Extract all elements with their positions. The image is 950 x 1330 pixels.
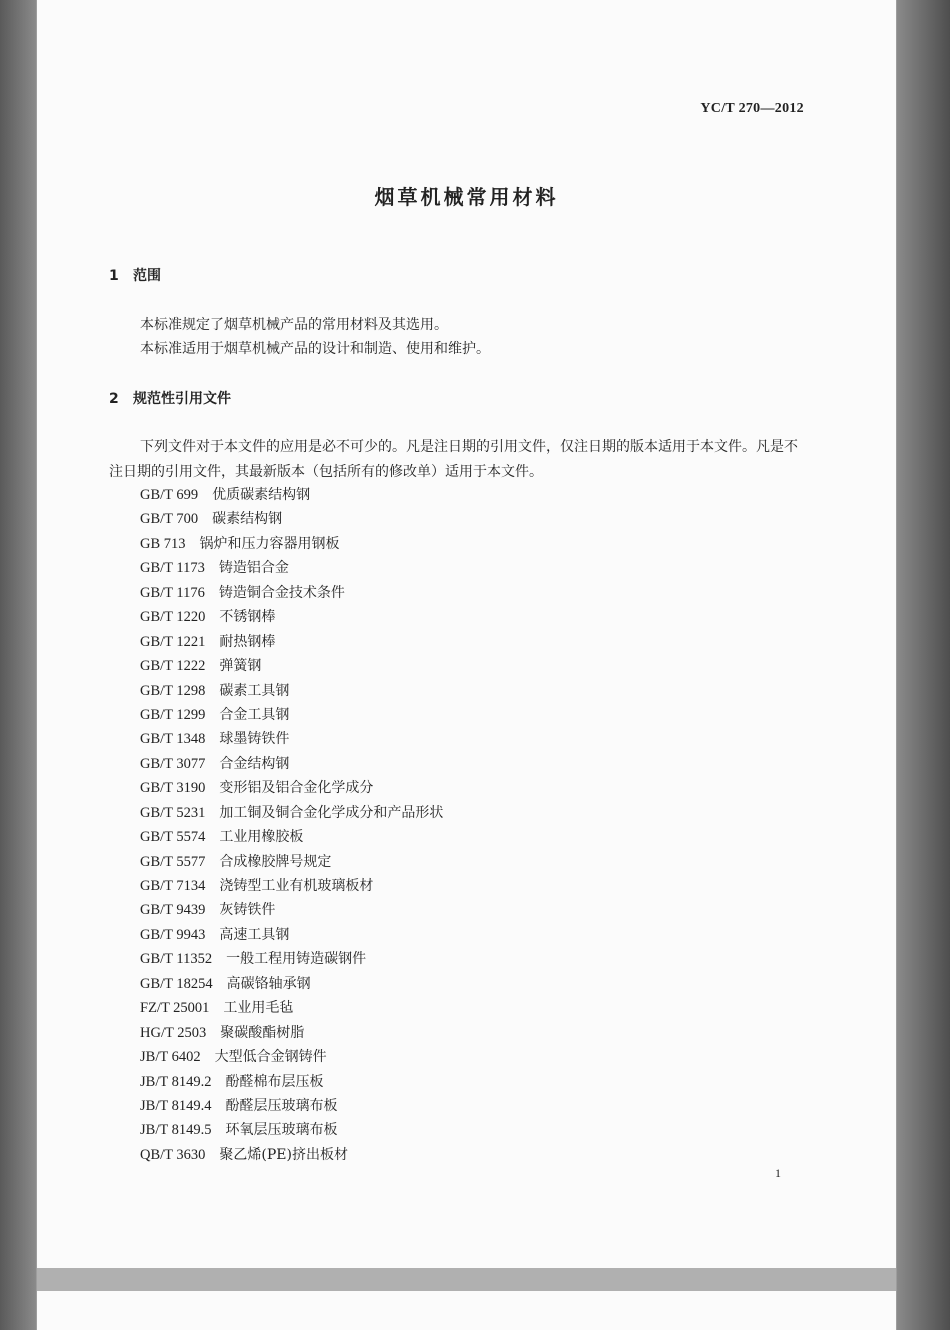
- reference-item: [140, 1021, 443, 1045]
- reference-item: [140, 752, 443, 776]
- section-2-title: 规范性引用文件: [133, 391, 231, 407]
- next-page-top: [37, 1291, 896, 1330]
- reference-item: [140, 850, 443, 874]
- reference-title: 合成橡胶牌号规定: [219, 853, 332, 870]
- reference-code: GB 713: [140, 535, 186, 552]
- reference-code: GB/T 9943: [140, 926, 206, 943]
- reference-code: GB/T 1348: [140, 731, 206, 748]
- reference-item: [140, 947, 443, 971]
- reference-title: 铸造铝合金: [218, 560, 289, 577]
- reference-code: GB/T 11352: [140, 951, 213, 968]
- reference-item: [140, 923, 443, 947]
- reference-item: [140, 825, 443, 849]
- reference-title: 耐热钢棒: [219, 633, 276, 650]
- reference-item: [140, 1143, 443, 1167]
- reference-title: 碳素工具钢: [219, 682, 290, 699]
- reference-code: GB/T 5574: [140, 829, 206, 846]
- reference-code: GB/T 1299: [140, 706, 206, 723]
- reference-title: 锅炉和压力容器用钢板: [199, 535, 340, 552]
- reference-item: [140, 679, 443, 703]
- reference-title: 工业用橡胶板: [219, 829, 304, 846]
- reference-code: GB/T 18254: [140, 975, 213, 992]
- reference-code: GB/T 700: [140, 511, 199, 528]
- reference-title: 铸造铜合金技术条件: [218, 584, 345, 601]
- reference-code: JB/T 8149.4: [140, 1097, 212, 1114]
- reference-code: HG/T 2503: [140, 1024, 207, 1041]
- section-2-number: 2: [109, 391, 119, 407]
- reference-title: 聚碳酸酯树脂: [220, 1024, 305, 1041]
- reference-title: 优质碳素结构钢: [212, 487, 311, 503]
- reference-code: GB/T 5231: [140, 804, 206, 821]
- section-1-number: 1: [109, 268, 119, 284]
- section-1-paragraph-1: 本标准规定了烟草机械产品的常用材料及其选用。: [140, 317, 448, 333]
- standard-code: YC/T 270—2012: [700, 101, 804, 116]
- page-number: 1: [775, 1166, 781, 1180]
- reference-code: GB/T 3190: [140, 780, 206, 797]
- reference-code: QB/T 3630: [140, 1146, 206, 1163]
- reference-item: [140, 972, 443, 996]
- reference-item: [140, 483, 443, 507]
- reference-item: [140, 898, 443, 922]
- section-1-title: 范围: [133, 268, 161, 284]
- reference-code: GB/T 1173: [140, 560, 205, 577]
- reference-title: 合金工具钢: [219, 706, 290, 723]
- reference-item: [140, 654, 443, 678]
- reference-item: [140, 727, 443, 751]
- reference-title: 工业用毛毡: [223, 1000, 294, 1017]
- reference-title: 球墨铸铁件: [219, 731, 290, 748]
- reference-code: FZ/T 25001: [140, 1000, 210, 1017]
- reference-code: GB/T 1298: [140, 682, 206, 699]
- reference-item: [140, 1118, 443, 1142]
- reference-title: 聚乙烯(PE)挤出板材: [219, 1146, 348, 1163]
- reference-item: [140, 996, 443, 1020]
- reference-code: GB/T 1221: [140, 633, 206, 650]
- reference-title: 酚醛棉布层压板: [225, 1073, 324, 1090]
- section-1-heading: [109, 265, 161, 285]
- reference-item: [140, 556, 443, 580]
- reference-code: JB/T 6402: [140, 1049, 201, 1066]
- reference-item: [140, 1094, 443, 1118]
- reference-code: GB/T 1176: [140, 584, 205, 601]
- page-title: 烟草机械常用材料: [374, 185, 559, 209]
- reference-code: GB/T 1222: [140, 658, 206, 675]
- reference-title: 加工铜及铜合金化学成分和产品形状: [219, 804, 444, 821]
- reference-code: GB/T 9439: [140, 902, 206, 919]
- reference-title: 弹簧钢: [219, 658, 262, 675]
- reference-title: 高碳铬轴承钢: [226, 975, 311, 992]
- reference-title: 环氧层压玻璃布板: [225, 1122, 338, 1139]
- document-page: [37, 0, 896, 1268]
- reference-code: GB/T 3077: [140, 755, 206, 772]
- reference-item: [140, 776, 443, 800]
- reference-item: [140, 1045, 443, 1069]
- reference-title: 灰铸铁件: [219, 902, 276, 919]
- reference-code: JB/T 8149.2: [140, 1073, 212, 1090]
- reference-code: GB/T 5577: [140, 853, 206, 870]
- section-2-heading: [109, 388, 231, 408]
- section-2-intro: 下列文件对于本文件的应用是必不可少的。凡是注日期的引用文件，仅注日期的版本适用于本文件。凡是不注日期的引用文件，其最新版本（包括所有的修改单）适用于本文件。: [109, 439, 798, 480]
- reference-title: 变形铝及铝合金化学成分: [219, 780, 374, 797]
- reference-item: [140, 507, 443, 531]
- reference-item: [140, 581, 443, 605]
- reference-title: 一般工程用铸造碳钢件: [226, 951, 367, 968]
- reference-title: 不锈钢棒: [219, 609, 276, 626]
- reference-item: [140, 605, 443, 629]
- reference-code: GB/T 699: [140, 487, 199, 503]
- reference-title: 高速工具钢: [219, 926, 290, 943]
- reference-title: 大型低合金钢铸件: [214, 1049, 327, 1066]
- reference-item: [140, 630, 443, 654]
- reference-item: [140, 801, 443, 825]
- reference-item: [140, 874, 443, 898]
- reference-list: [140, 483, 443, 1167]
- section-1-paragraph-2: 本标准适用于烟草机械产品的设计和制造、使用和维护。: [140, 341, 490, 357]
- reference-item: [140, 703, 443, 727]
- reference-item: [140, 1070, 443, 1094]
- reference-title: 浇铸型工业有机玻璃板材: [219, 878, 374, 894]
- reference-title: 碳素结构钢: [212, 511, 283, 528]
- reference-item: [140, 532, 443, 556]
- reference-code: JB/T 8149.5: [140, 1122, 212, 1139]
- reference-code: GB/T 7134: [140, 878, 206, 894]
- reference-title: 合金结构钢: [219, 755, 290, 772]
- reference-title: 酚醛层压玻璃布板: [225, 1097, 338, 1114]
- reference-code: GB/T 1220: [140, 609, 206, 626]
